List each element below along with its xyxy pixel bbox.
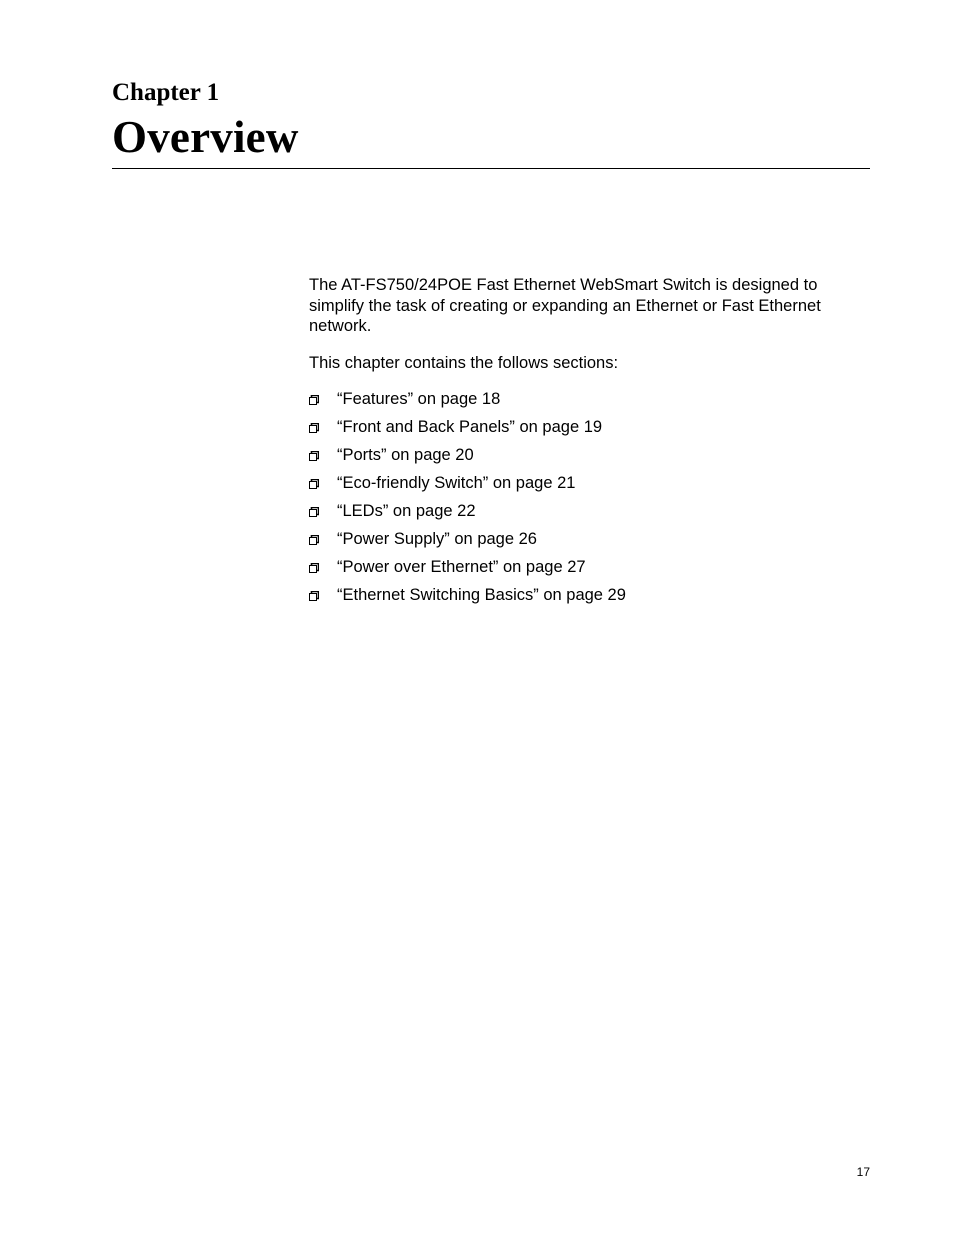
list-item [309,417,854,445]
section-link[interactable]: “Features” on page 18 [337,390,501,408]
checkbox-bullet-icon [309,591,319,601]
page-number: 17 [856,1165,870,1179]
chapter-label: Chapter 1 [112,79,220,106]
sections-lead: This chapter contains the follows sections: [309,353,619,372]
section-link[interactable]: “Power Supply” on page 26 [337,530,537,548]
section-link[interactable]: “Ports” on page 20 [337,446,474,464]
section-link[interactable]: “Ethernet Switching Basics” on page 29 [337,586,626,604]
section-link[interactable]: “Power over Ethernet” on page 27 [337,558,586,576]
list-item [309,501,854,529]
section-link[interactable]: “Front and Back Panels” on page 19 [337,418,603,436]
checkbox-bullet-icon [309,451,319,461]
intro-paragraph: The AT-FS750/24POE Fast Ethernet WebSmart Switch is designed to simplify the task of creating or expanding an Ethernet or Fast Ethernet network. [309,276,821,335]
checkbox-bullet-icon [309,507,319,517]
title-divider [112,168,870,169]
list-item [309,389,854,417]
section-link[interactable]: “Eco-friendly Switch” on page 21 [337,474,576,492]
list-item [309,529,854,557]
page-title: Overview [112,112,299,162]
list-item [309,445,854,473]
checkbox-bullet-icon [309,563,319,573]
section-link[interactable]: “LEDs” on page 22 [337,502,476,520]
chapter-body [309,275,854,613]
checkbox-bullet-icon [309,423,319,433]
checkbox-bullet-icon [309,479,319,489]
list-item [309,585,854,613]
list-item [309,557,854,585]
checkbox-bullet-icon [309,395,319,405]
section-list [309,389,854,613]
checkbox-bullet-icon [309,535,319,545]
list-item [309,473,854,501]
